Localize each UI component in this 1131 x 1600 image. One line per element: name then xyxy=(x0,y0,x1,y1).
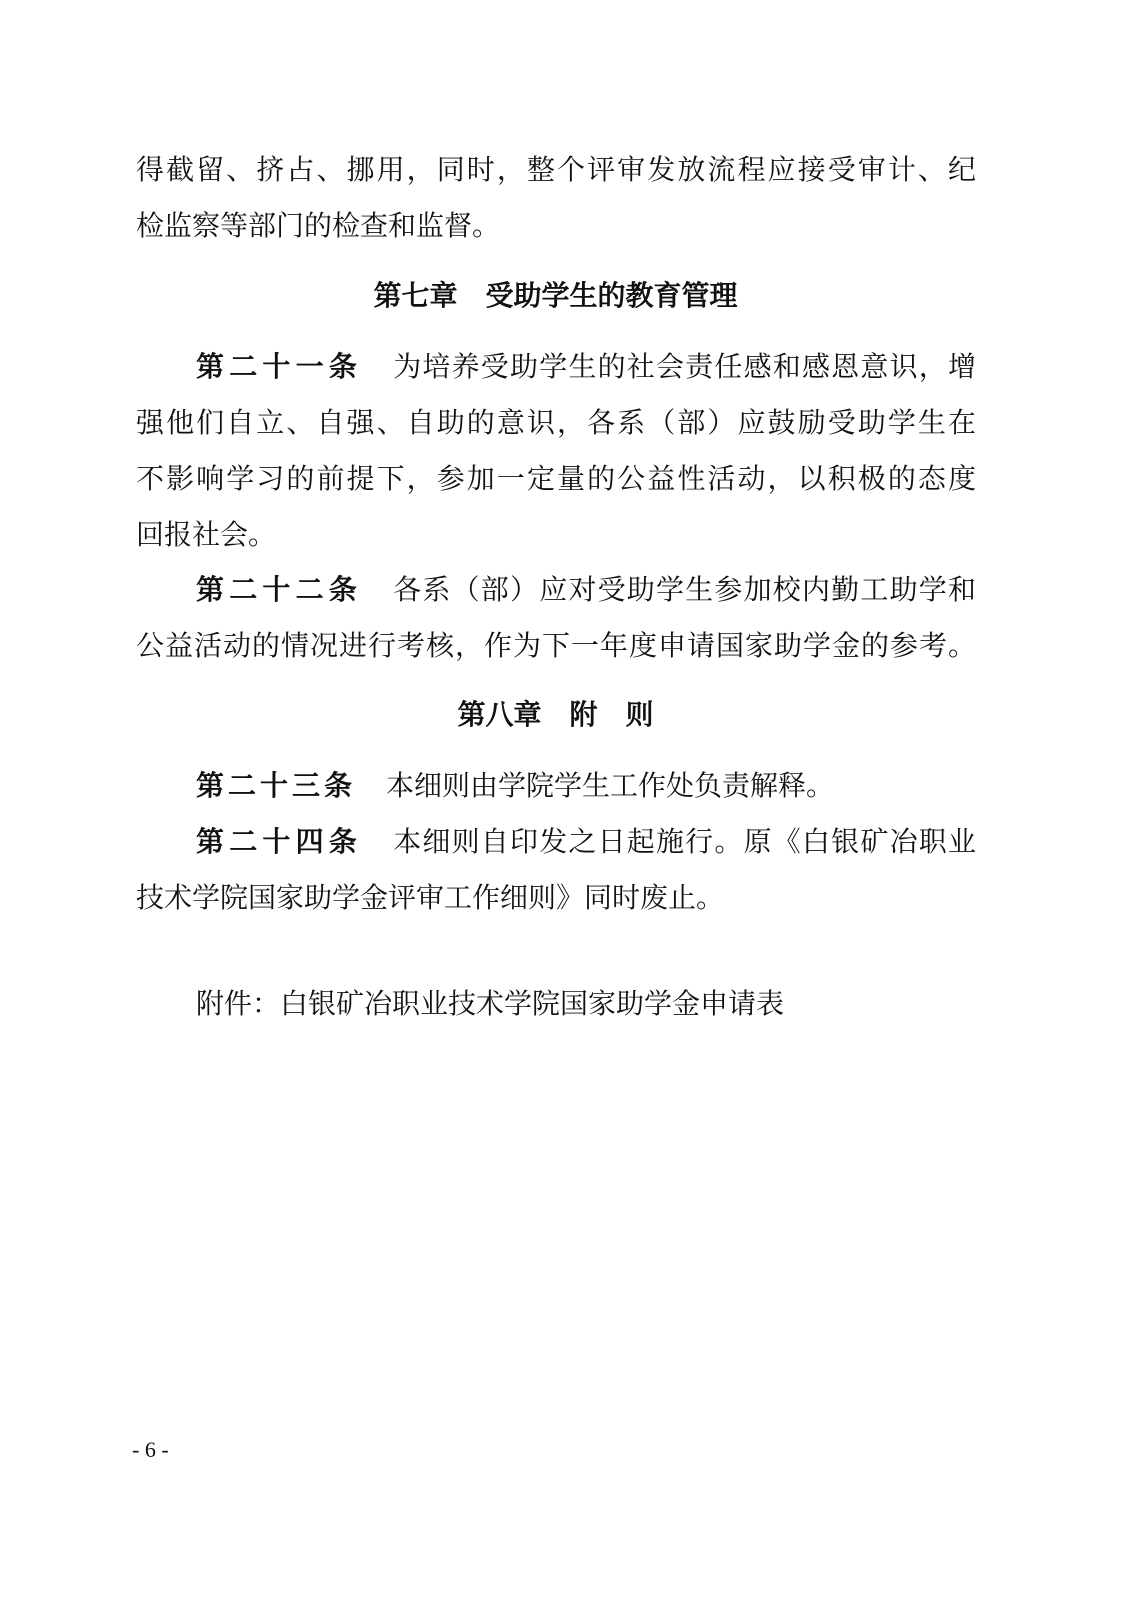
paragraph-line: 检监察等部门的检查和监督。 xyxy=(136,209,501,242)
article-text: 本细则自印发之日起施行。原《白银矿冶职业 xyxy=(392,825,976,858)
chapter-heading: 第八章 附 则 xyxy=(457,698,654,731)
article-label: 第二十三条 xyxy=(196,769,357,802)
article-label: 第二十四条 xyxy=(196,825,362,858)
article-label: 第二十二条 xyxy=(196,573,362,606)
attachment-note: 附件：白银矿冶职业技术学院国家助学金申请表 xyxy=(196,987,785,1020)
chapter-heading: 第七章 受助学生的教育管理 xyxy=(373,279,738,312)
article-text: 为培养受助学生的社会责任感和感恩意识，增 xyxy=(392,350,976,383)
paragraph-line: 不影响学习的前提下，参加一定量的公益性活动，以积极的态度 xyxy=(136,462,976,495)
paragraph-line: 公益活动的情况进行考核，作为下一年度申请国家助学金的参考。 xyxy=(136,629,976,662)
article-label: 第二十一条 xyxy=(196,350,362,383)
article-text: 各系（部）应对受助学生参加校内勤工助学和 xyxy=(392,573,976,606)
paragraph-line: 强他们自立、自强、自助的意识，各系（部）应鼓励受助学生在 xyxy=(136,406,976,439)
page-number: - 6 - xyxy=(132,1437,169,1462)
article-first-line xyxy=(196,822,976,862)
article-first-line xyxy=(196,570,976,610)
paragraph-line: 技术学院国家助学金评审工作细则》同时废止。 xyxy=(136,881,725,914)
paragraph-line: 得截留、挤占、挪用，同时，整个评审发放流程应接受审计、纪 xyxy=(136,153,976,186)
article-first-line xyxy=(196,347,976,387)
paragraph-line: 回报社会。 xyxy=(136,518,277,551)
article-text: 本细则由学院学生工作处负责解释。 xyxy=(386,769,835,802)
article-first-line xyxy=(196,766,834,806)
